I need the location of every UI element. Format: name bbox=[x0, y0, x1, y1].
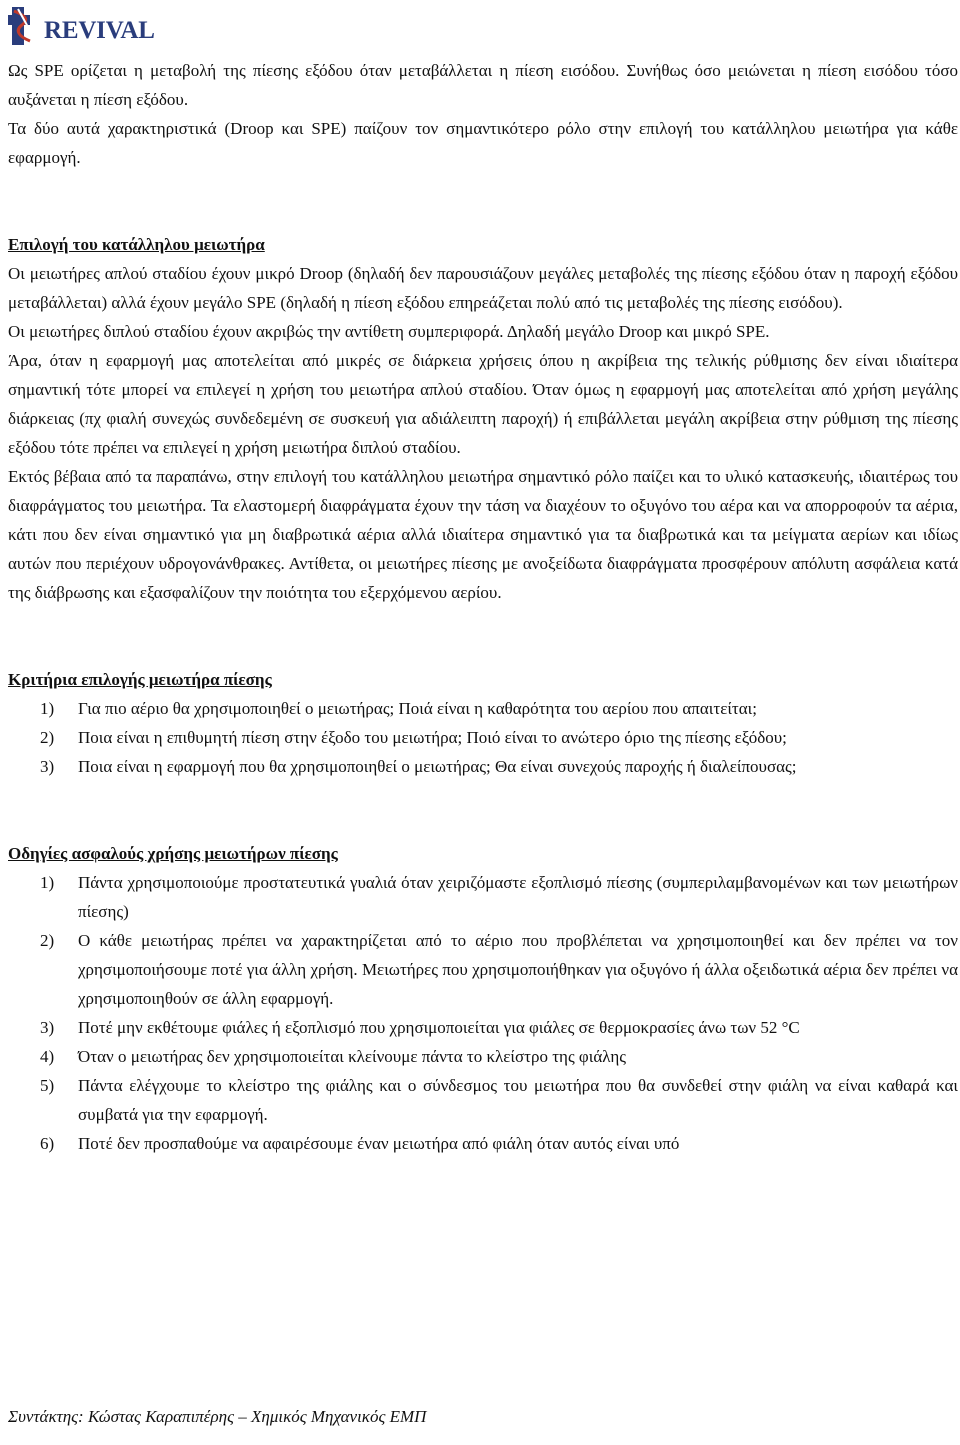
section-heading-selection: Επιλογή του κατάλληλου μειωτήρα bbox=[8, 235, 265, 254]
list-item bbox=[8, 1013, 958, 1042]
intro-paragraph-2: Τα δύο αυτά χαρακτηριστικά (Droop και SPE) παίζουν τον σημαντικότερο ρόλο στην επιλογή του κατάλληλου μειωτήρα για κάθε εφαρμογή. bbox=[8, 119, 958, 167]
list-item bbox=[8, 1071, 958, 1129]
medical-cross-logo-icon bbox=[8, 5, 48, 47]
list-number: 6) bbox=[40, 1134, 55, 1153]
logo-wordmark: REVIVAL bbox=[44, 16, 155, 44]
list-number: 4) bbox=[40, 1047, 55, 1066]
safety-list bbox=[8, 868, 958, 1158]
revival-logo bbox=[8, 4, 155, 48]
list-item-text: Πάντα χρησιμοποιούμε προστατευτικά γυαλιά όταν χειριζόμαστε εξοπλισμό πίεσης (συμπεριλαμβανομένων και των μειωτήρων πίεσης) bbox=[78, 873, 958, 921]
list-number: 5) bbox=[40, 1076, 55, 1095]
list-number: 2) bbox=[40, 931, 55, 950]
list-item bbox=[8, 723, 958, 752]
list-item-text: Ποια είναι η εφαρμογή που θα χρησιμοποιηθεί ο μειωτήρας; Θα είναι συνεχούς παροχής ή διαλείπουσας; bbox=[78, 757, 797, 776]
selection-paragraph-3: Άρα, όταν η εφαρμογή μας αποτελείται από μικρές σε διάρκεια χρήσεις όπου η ακρίβεια της τελικής ρύθμισης δεν είναι ιδιαίτερα σημαντική τότε μπορεί να επιλεγεί η χρήση του μειωτήρα απλού σταδίου. Όταν όμως η εφαρμογή μας αποτελείται από χρήση μεγάλης διάρκειας (πχ φιαλή συνεχώς συνδεδεμένη σε συσκευή για αδιάλειπτη παροχή) ή επιβάλλεται μεγάλη ακρίβεια στην ρύθμιση της πίεσης εξόδου τότε πρέπει να επιλεγεί η χρήση μειωτήρα διπλού σταδίου. bbox=[8, 351, 958, 457]
list-item bbox=[8, 694, 958, 723]
criteria-list bbox=[8, 694, 958, 781]
section-heading-criteria: Κριτήρια επιλογής μειωτήρα πίεσης bbox=[8, 670, 272, 689]
list-item-text: Ο κάθε μειωτήρας πρέπει να χαρακτηρίζεται από το αέριο που προβλέπεται να χρησιμοποιηθεί και δεν πρέπει να τον χρησιμοποιήσουμε ποτέ για άλλη χρήση. Μειωτήρες που χρησιμοποιήθηκαν για οξυγόνο ή άλλα οξειδωτικά αέρια δεν πρέπει να χρησιμοποιηθούν σε άλλη εφαρμογή. bbox=[78, 931, 958, 1008]
list-item bbox=[8, 1042, 958, 1071]
section-heading-safety: Οδηγίες ασφαλούς χρήσης μειωτήρων πίεσης bbox=[8, 844, 338, 863]
list-number: 1) bbox=[40, 699, 55, 718]
list-item-text: Ποτέ δεν προσπαθούμε να αφαιρέσουμε έναν μειωτήρα από φιάλη όταν αυτός είναι υπό bbox=[78, 1134, 680, 1153]
list-item-text: Ποτέ μην εκθέτουμε φιάλες ή εξοπλισμό που χρησιμοποιείται για φιάλες σε θερμοκρασίες άνω των 52 °C bbox=[78, 1018, 800, 1037]
list-number: 1) bbox=[40, 873, 55, 892]
list-number: 2) bbox=[40, 728, 55, 747]
selection-paragraph-4: Εκτός βέβαια από τα παραπάνω, στην επιλογή του κατάλληλου μειωτήρα σημαντικό ρόλο παίζει και το υλικό κατασκευής, ιδιαιτέρως του διαφράγματος του μειωτήρα. Τα ελαστομερή διαφράγματα έχουν την τάση να διαχέουν το οξυγόνο του αέρα και να απορροφούν τα αέρια, κάτι που δεν είναι σημαντικό για μη διαβρωτικά αέρια αλλά ιδιαίτερα σημαντικό για τα διαβρωτικά και τα μείγματα αερίων και ιδίως αυτών που περιέχουν υδρογονάνθρακες. Αντίθετα, οι μειωτήρες πίεσης με ανοξείδωτα διαφράγματα προσφέρουν απόλυτη ασφάλεια κατά της διάβρωσης και εξασφαλίζουν την ποιότητα του εξερχόμενου αερίου. bbox=[8, 467, 958, 602]
list-item-text: Όταν ο μειωτήρας δεν χρησιμοποιείται κλείνουμε πάντα το κλείστρο της φιάλης bbox=[78, 1047, 626, 1066]
list-item bbox=[8, 868, 958, 926]
list-item bbox=[8, 752, 958, 781]
list-item-text: Πάντα ελέγχουμε το κλείστρο της φιάλης και ο σύνδεσμος του μειωτήρα που θα συνδεθεί στην φιάλη να είναι καθαρά και συμβατά για την εφαρμογή. bbox=[78, 1076, 958, 1124]
list-item-text: Για πιο αέριο θα χρησιμοποιηθεί ο μειωτήρας; Ποιά είναι η καθαρότητα του αερίου που απαιτείται; bbox=[78, 699, 757, 718]
list-number: 3) bbox=[40, 757, 55, 776]
selection-paragraph-2: Οι μειωτήρες διπλού σταδίου έχουν ακριβώς την αντίθετη συμπεριφορά. Δηλαδή μεγάλο Droop και μικρό SPE. bbox=[8, 322, 770, 341]
list-item bbox=[8, 926, 958, 1013]
intro-paragraph-1: Ως SPE ορίζεται η μεταβολή της πίεσης εξόδου όταν μεταβάλλεται η πίεση εισόδου. Συνήθως όσο μειώνεται η πίεση εισόδου τόσο αυξάνεται η πίεση εξόδου. bbox=[8, 61, 958, 109]
list-item-text: Ποια είναι η επιθυμητή πίεση στην έξοδο του μειωτήρα; Ποιό είναι το ανώτερο όριο της πίεσης εξόδου; bbox=[78, 728, 787, 747]
list-item bbox=[8, 1129, 958, 1158]
list-number: 3) bbox=[40, 1018, 55, 1037]
author-footer: Συντάκτης: Κώστας Καραπιπέρης – Χημικός Μηχανικός ΕΜΠ bbox=[8, 1407, 427, 1426]
selection-paragraph-1: Οι μειωτήρες απλού σταδίου έχουν μικρό Droop (δηλαδή δεν παρουσιάζουν μεγάλες μεταβολές της πίεσης εξόδου όταν η παροχή εξόδου μεταβάλλεται) αλλά έχουν μεγάλο SPE (δηλαδή η πίεση εξόδου επηρεάζεται πολύ από τις μεταβολές της πίεσης εισόδου). bbox=[8, 264, 958, 312]
document-body bbox=[8, 56, 958, 1158]
